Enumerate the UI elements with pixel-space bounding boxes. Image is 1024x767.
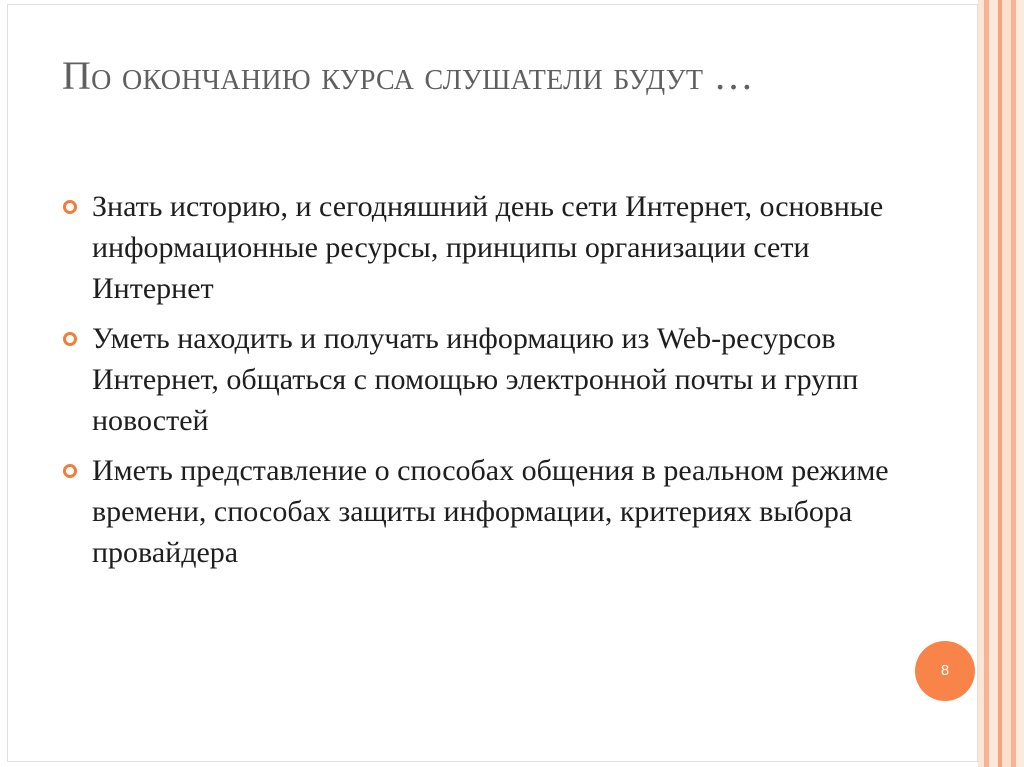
bullet-item — [62, 186, 922, 309]
bullet-item — [62, 318, 922, 441]
bullet-list — [62, 186, 922, 582]
bullet-text: Иметь представление о способах общения в реальном режиме времени, способах защиты информации, критериях выбора провайдера — [92, 454, 889, 569]
page-number-badge: 8 — [915, 641, 975, 701]
stripe — [1016, 0, 1024, 767]
hollow-circle-bullet-icon — [63, 464, 77, 478]
stripe — [989, 0, 998, 767]
stripe — [1002, 0, 1011, 767]
hollow-circle-bullet-icon — [63, 200, 77, 214]
bullet-item — [62, 450, 922, 573]
decorative-stripes — [978, 0, 1024, 767]
slide-title: По окончанию курса слушатели будут … — [62, 53, 754, 98]
hollow-circle-bullet-icon — [63, 332, 77, 346]
bullet-text: Знать историю, и сегодняшний день сети Интернет, основные информационные ресурсы, принципы организации сети Интернет — [92, 190, 884, 305]
bullet-text: Уметь находить и получать информацию из Web-ресурсов Интернет, общаться с помощью электронной почты и групп новостей — [92, 322, 859, 437]
